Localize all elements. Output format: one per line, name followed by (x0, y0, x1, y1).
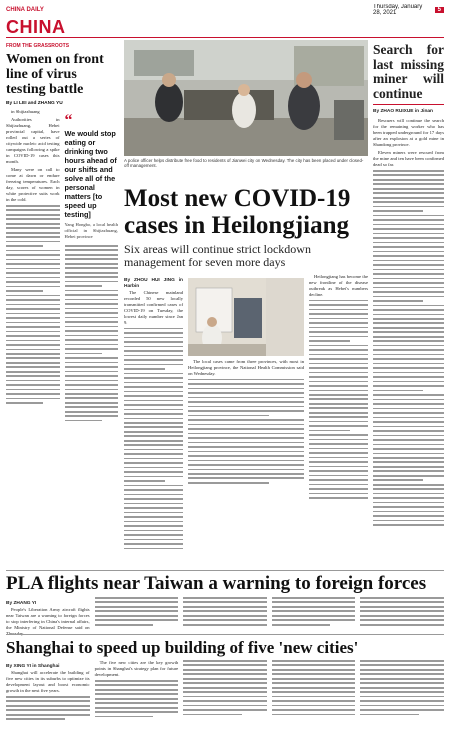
story-paragraph: The local cases came from three provinces, with most in Heilongjiang province, the National Health Commission said on Wednesday. (188, 358, 304, 376)
newspaper-page (6, 4, 444, 744)
news-photo-2 (188, 278, 304, 356)
right-byline: By ZHAO RUIXUE in Jinan (373, 109, 433, 114)
photo-caption: A police officer helps distribute free food to residents of Jianwei city on Wednesday. The city has been placed under closed-off management. (124, 158, 364, 169)
main-subhead: Six areas will continue strict lockdown management for seven more days (124, 241, 311, 269)
right-headline: Search for last missing miner will continue (373, 42, 444, 101)
body-text-lines (188, 379, 304, 484)
body-text-lines (373, 170, 444, 526)
shanghai-story (6, 634, 444, 744)
masthead-bar (6, 4, 444, 16)
story-headline: Women on front line of virus testing battle (6, 52, 104, 97)
issue-date: Thursday, January 28, 2021 (373, 4, 423, 16)
main-headline: Most new COVID-19 cases in Heilongjiang (124, 184, 351, 239)
news-photo (124, 40, 368, 156)
body-text-lines (360, 660, 444, 723)
pla-story (6, 570, 444, 636)
body-text-lines (6, 205, 60, 404)
story-paragraph: Eleven miners were rescued from the mine and ten have been confirmed dead so far. (373, 150, 444, 167)
body-text-lines (183, 597, 267, 639)
quote-text: We would stop eating or drinking two hours ahead of our shifts and solve all of the personal matters [to speed up testing] (64, 129, 117, 219)
quote-icon: “ (64, 112, 73, 129)
body-text-lines (6, 696, 90, 720)
right-story (373, 40, 444, 529)
paper-name: CHINA DAILY (6, 7, 44, 13)
story-kicker: FROM THE GRASSROOTS (6, 43, 70, 49)
body-text-lines (95, 680, 179, 717)
body-text-lines (124, 328, 183, 549)
section-title: CHINA (6, 17, 66, 37)
story-paragraph: Heilongjiang has become the new frontline of the disease outbreak as Hebei's numbers decline. (309, 273, 368, 297)
divider (373, 104, 444, 105)
story-paragraph: Shanghai will accelerate the building of five new cities in its suburbs to optimize its development layout and boost economic growth in the next five years. (6, 670, 90, 693)
story-paragraph: The five new cities are the key growth points in Shanghai's strategy plan for future development. (94, 660, 179, 677)
body-text-lines (360, 597, 444, 639)
shanghai-headline: Shanghai to speed up building of five 'new cities' (6, 638, 359, 657)
story-paragraph: Rescuers will continue the search for the remaining worker who has been trapped underground for 17 days after an explosion at a gold mine in Shandong province. (373, 118, 444, 147)
main-byline: By ZHOU HUI JING in Harbin (124, 277, 183, 289)
story-byline: By LI LEI and ZHANG YU (6, 101, 63, 106)
story-location: in Shijiazhuang (11, 109, 40, 114)
body-text-lines (183, 660, 267, 723)
story-paragraph: Many were on call to come at dawn or endure freezing temperatures. Each day, scores of women in white protective suits work in the cold. (6, 167, 60, 202)
body-text-lines (65, 245, 119, 421)
story-paragraph: People's Liberation Army aircraft flights near Taiwan are a warning to foreign forces to stop interfering in China's internal affairs, the Ministry of National Defense said on Thursday. (6, 607, 90, 636)
body-text-lines (272, 660, 356, 723)
page-number: 5 (435, 7, 444, 13)
shanghai-byline: By XING YI in Shanghai (6, 664, 60, 669)
pla-byline: By ZHANG YI (6, 601, 37, 606)
pull-quote (64, 112, 119, 240)
story-paragraph: The Chinese mainland recorded 50 new locally transmitted confirmed cases of COVID-19 on Tuesday, the lowest daily number since Jan 9. (124, 289, 183, 325)
section-header (6, 16, 444, 38)
main-story (124, 40, 368, 552)
quote-attribution: Yang Hongbo, a local health official in Shijiazhuang, Hebei province (64, 222, 118, 239)
story-paragraph: Authorities in Shijiazhuang, Hebei provincial capital, have rolled out a series of citywide nucleic acid testing campaigns following a spike in COVID-19 cases this month. (6, 117, 60, 164)
body-text-lines (272, 597, 356, 639)
pla-headline: PLA flights near Taiwan a warning to foreign forces (6, 573, 427, 594)
left-story (6, 40, 118, 610)
body-text-lines (309, 300, 368, 499)
body-text-lines (95, 597, 179, 639)
